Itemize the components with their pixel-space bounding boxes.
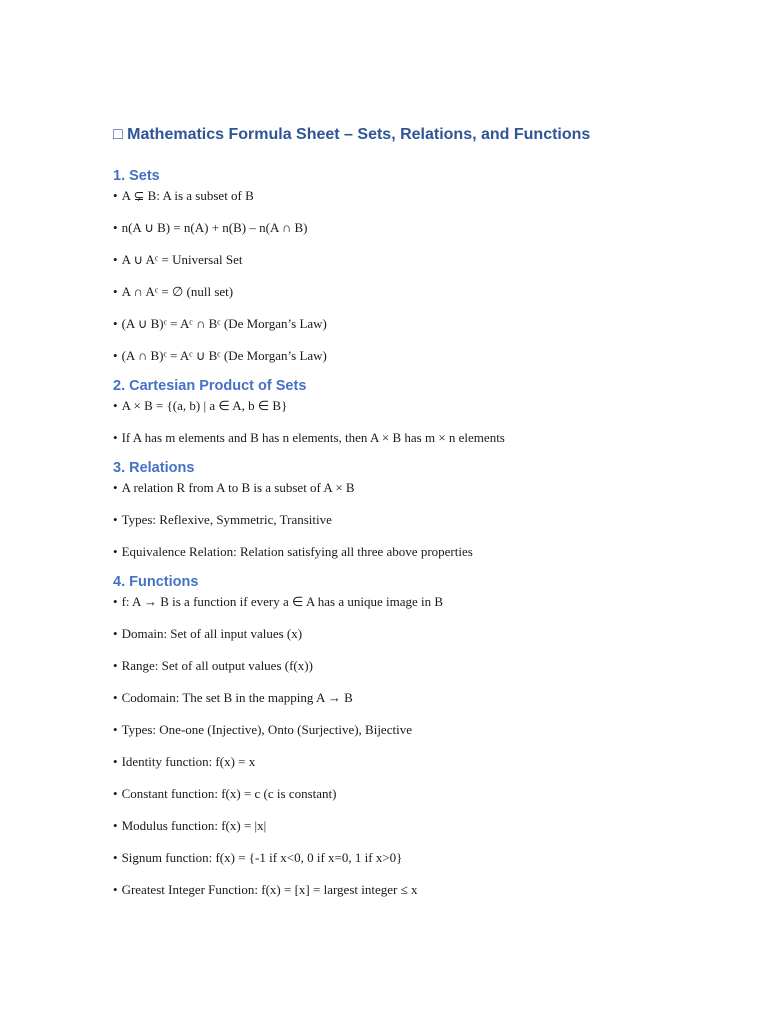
list-item [113, 512, 708, 528]
list-item [113, 754, 708, 770]
list-item-text: A × B = {(a, b) | a ∈ A, b ∈ B} [121, 398, 288, 413]
section-sets [113, 166, 708, 364]
list-item-text: Modulus function: f(x) = |x| [121, 818, 267, 833]
section-heading: 1. Sets [113, 168, 160, 184]
list-item [113, 188, 708, 204]
section-relations [113, 458, 708, 560]
section-heading: 4. Functions [113, 574, 199, 590]
list-item [113, 690, 708, 706]
list-item-text: (A ∪ B)ᶜ = Aᶜ ∩ Bᶜ (De Morgan’s Law) [121, 316, 327, 331]
bullet-icon: • [113, 544, 118, 559]
bullet-icon: • [113, 658, 118, 673]
list-item-text: Domain: Set of all input values (x) [121, 626, 303, 641]
list-item [113, 658, 708, 674]
list-item [113, 544, 708, 560]
list-item-text: A ∩ Aᶜ = ∅ (null set) [121, 284, 234, 299]
list-item-text: Identity function: f(x) = x [121, 754, 256, 769]
bullet-icon: • [113, 348, 118, 363]
bullet-icon: • [113, 316, 118, 331]
bullet-icon: • [113, 480, 118, 495]
list-item [113, 430, 708, 446]
list-item-text: A ⊊ B: A is a subset of B [121, 188, 254, 203]
bullet-icon: • [113, 594, 118, 609]
list-item [113, 594, 708, 610]
list-item-text: Constant function: f(x) = c (c is constant) [121, 786, 337, 801]
list-item-text: A ∪ Aᶜ = Universal Set [121, 252, 243, 267]
list-item [113, 722, 708, 738]
bullet-icon: • [113, 284, 118, 299]
list-item [113, 398, 708, 414]
list-item [113, 220, 708, 236]
bullet-icon: • [113, 690, 118, 705]
list-item [113, 850, 708, 866]
list-item-text: Signum function: f(x) = {-1 if x<0, 0 if x=0, 1 if x>0} [121, 850, 403, 865]
list-item-text: (A ∩ B)ᶜ = Aᶜ ∪ Bᶜ (De Morgan’s Law) [121, 348, 327, 363]
list-item [113, 252, 708, 268]
bullet-icon: • [113, 252, 118, 267]
section-cartesian-product [113, 376, 708, 446]
list-item-text: Types: One-one (Injective), Onto (Surjective), Bijective [121, 722, 412, 737]
bullet-icon: • [113, 818, 118, 833]
list-item-text: Range: Set of all output values (f(x)) [121, 658, 313, 673]
document-title: □ Mathematics Formula Sheet – Sets, Relations, and Functions [113, 126, 591, 143]
bullet-icon: • [113, 786, 118, 801]
list-item [113, 626, 708, 642]
section-heading: 2. Cartesian Product of Sets [113, 378, 307, 394]
bullet-icon: • [113, 754, 118, 769]
bullet-icon: • [113, 722, 118, 737]
list-item-text: Codomain: The set B in the mapping A → B [121, 690, 353, 705]
bullet-icon: • [113, 220, 118, 235]
list-item [113, 348, 708, 364]
list-item-text: If A has m elements and B has n elements, then A × B has m × n elements [121, 430, 505, 445]
bullet-icon: • [113, 188, 118, 203]
list-item-text: f: A → B is a function if every a ∈ A has a unique image in B [121, 594, 444, 609]
section-functions [113, 572, 708, 898]
bullet-icon: • [113, 430, 118, 445]
list-item [113, 284, 708, 300]
list-item-text: Equivalence Relation: Relation satisfying all three above properties [121, 544, 473, 559]
list-item-text: A relation R from A to B is a subset of A × B [121, 480, 355, 495]
list-item [113, 882, 708, 898]
bullet-icon: • [113, 850, 118, 865]
bullet-icon: • [113, 512, 118, 527]
list-item-text: Greatest Integer Function: f(x) = [x] = largest integer ≤ x [121, 882, 418, 897]
bullet-icon: • [113, 626, 118, 641]
bullet-icon: • [113, 398, 118, 413]
list-item [113, 786, 708, 802]
bullet-icon: • [113, 882, 118, 897]
section-heading: 3. Relations [113, 460, 195, 476]
list-item-text: Types: Reflexive, Symmetric, Transitive [121, 512, 332, 527]
list-item [113, 818, 708, 834]
list-item [113, 480, 708, 496]
list-item [113, 316, 708, 332]
list-item-text: n(A ∪ B) = n(A) + n(B) – n(A ∩ B) [121, 220, 308, 235]
